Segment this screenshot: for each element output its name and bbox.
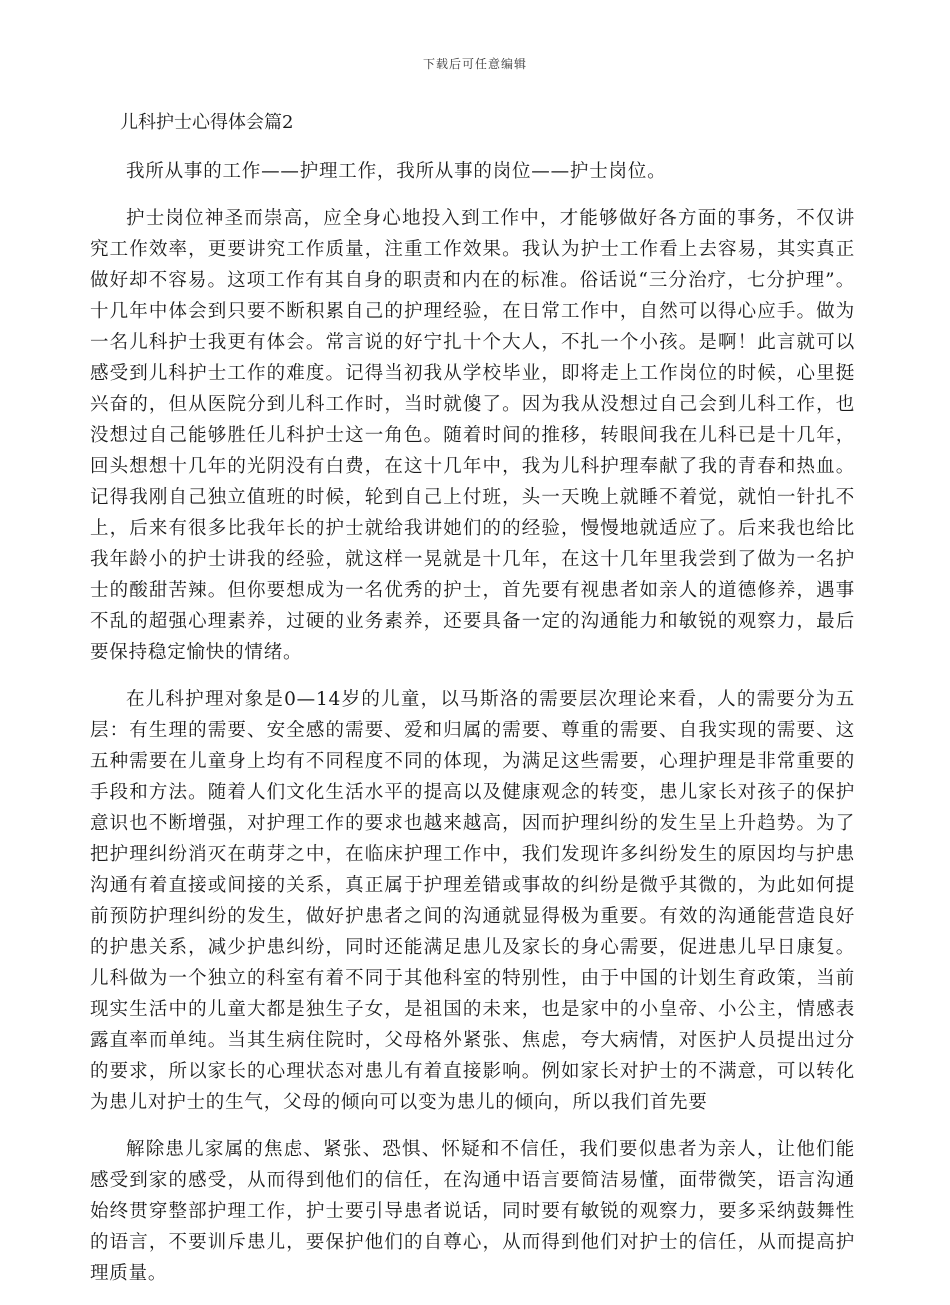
paragraph-1: 我所从事的工作——护理工作，我所从事的岗位——护士岗位。 bbox=[126, 161, 667, 182]
paragraph-2: 护士岗位神圣而崇高，应全身心地投入到工作中，才能够做好各方面的事务，不仅讲究工作效率，更要讲究工作质量，注重工作效果。我认为护士工作看上去容易，其实真正做好却不容易。这项工作有其自身的职责和内在的标准。俗话说“三分治疗，七分护理”。十几年中体会到只要不断积累自己的护理经验，在日常工作中，自然可以得心应手。做为一名儿科护士我更有体会。常言说的好宁扎十个大人，不扎一个小孩。是啊！此言就可以感受到儿科护士工作的难度。记得当初我从学校毕业，即将走上工作岗位的时候，心里挺兴奋的，但从医院分到儿科工作时，当时就傻了。因为我从没想过自己会到儿科工作，也没想过自己能够胜任儿科护士这一角色。随着时间的推移，转眼间我在儿科已是十几年，回头想想十几年的光阴没有白费，在这十几年中，我为儿科护理奉献了我的青春和热血。记得我刚自己独立值班的时候，轮到自己上付班，头一天晚上就睡不着觉，就怕一针扎不上，后来有很多比我年长的护士就给我讲她们的的经验，慢慢地就适应了。后来我也给比我年龄小的护士讲我的经验，就这样一晃就是十几年，在这十几年里我尝到了做为一名护士的酸甜苦辣。但你要想成为一名优秀的护士，首先要有视患者如亲人的道德修养，遇事不乱的超强心理素养，过硬的业务素养，还要具备一定的沟通能力和敏锐的观察力，最后要保持稳定愉快的情绪。 bbox=[90, 208, 855, 663]
document-title: 儿科护士心得体会篇2 bbox=[120, 112, 294, 133]
document-body bbox=[90, 108, 855, 1305]
page-header-note: 下载后可任意编辑 bbox=[422, 57, 527, 71]
paragraph-3: 在儿科护理对象是0—14岁的儿童，以马斯洛的需要层次理论来看，人的需要分为五层：有生理的需要、安全感的需要、爱和归属的需要、尊重的需要、自我实现的需要、这五种需要在儿童身上均有不同程度不同的体现，为满足这些需要，心理护理是非常重要的手段和方法。随着人们文化生活水平的提高以及健康观念的转变，患儿家长对孩子的保护意识也不断增强，对护理工作的要求也越来越高，因而护理纠纷的发生呈上升趋势。为了把护理纠纷消灭在萌芽之中，在临床护理工作中，我们发现许多纠纷发生的原因均与护患沟通有着直接或间接的关系，真正属于护理差错或事故的纠纷是微乎其微的，为此如何提前预防护理纠纷的发生，做好护患者之间的沟通就显得极为重要。有效的沟通能营造良好的护患关系，减少护患纠纷，同时还能满足患儿及家长的身心需要，促进患儿早日康复。儿科做为一个独立的科室有着不同于其他科室的特别性，由于中国的计划生育政策，当前现实生活中的儿童大都是独生子女，是祖国的未来，也是家中的小皇帝、小公主，情感表露直率而单纯。当其生病住院时，父母格外紧张、焦虑，夸大病情，对医护人员提出过分的要求，所以家长的心理状态对患儿有着直接影响。例如家长对护士的不满意，可以转化为患儿对护士的生气，父母的倾向可以变为患儿的倾向，所以我们首先要 bbox=[90, 689, 855, 1113]
paragraph-4: 解除患儿家属的焦虑、紧张、恐惧、怀疑和不信任，我们要似患者为亲人，让他们能感受到家的感受，从而得到他们的信任，在沟通中语言要简洁易懂，面带微笑，语言沟通始终贯穿整部护理工作，护士要引导患者说话，同时要有敏锐的观察力，要多采纳鼓舞性的语言，不要训斥患儿，要保护他们的自尊心，从而得到他们对护士的信任，从而提高护理质量。 bbox=[90, 1139, 855, 1284]
